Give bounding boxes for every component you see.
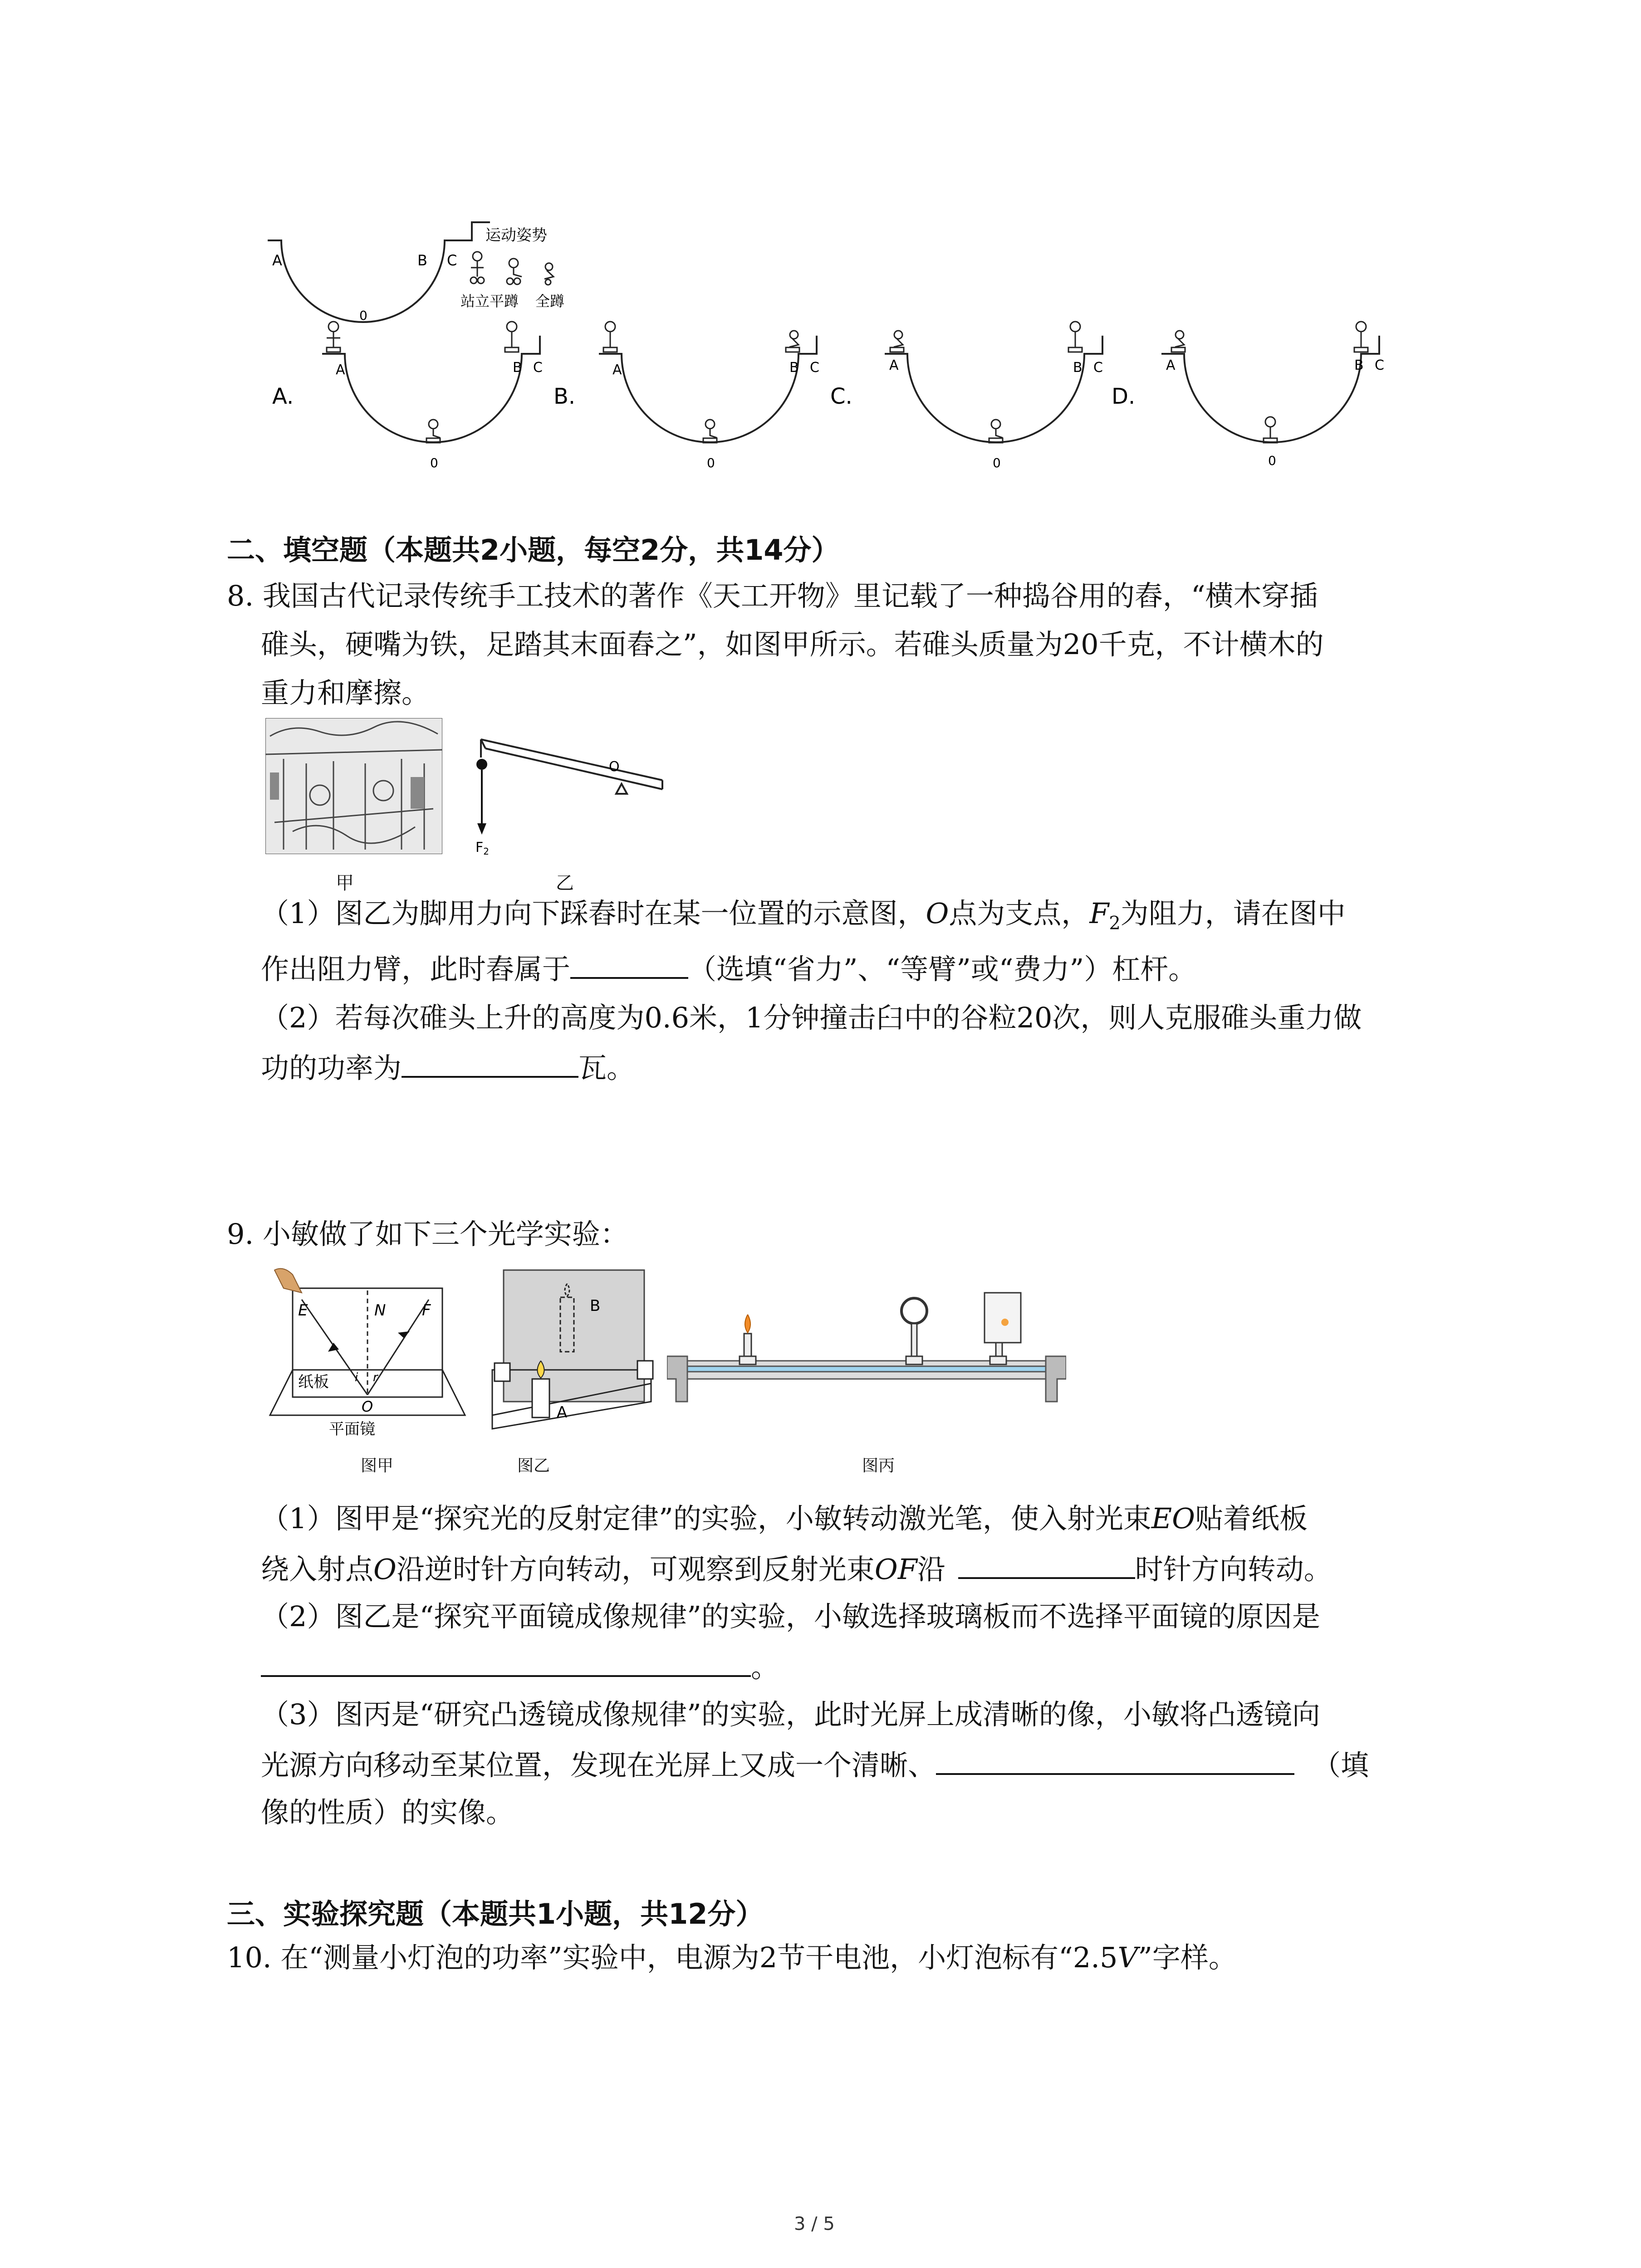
legend-squat: 全蹲 bbox=[535, 293, 565, 310]
q9-blank-3[interactable] bbox=[936, 1750, 1294, 1775]
q9-part1-line1: （1）图甲是“探究光的反射定律”的实验，小敏转动激光笔，使入射光束EO贴着纸板 bbox=[261, 1502, 1308, 1535]
q9-blank-2[interactable] bbox=[261, 1652, 751, 1677]
force-label-f2: $F_2$ bbox=[475, 840, 489, 857]
option-skaters bbox=[327, 322, 1368, 443]
q8-line-2: 碓头，硬嘴为铁，足踏其末面舂之”，如图甲所示。若碓头质量为20千克，不计横木的 bbox=[261, 628, 1324, 661]
q8-blank-2[interactable] bbox=[402, 1052, 578, 1078]
q9-part1-line2: 绕入射点O沿逆时针方向转动，可观察到反射光束OF沿 时针方向转动。 bbox=[261, 1553, 1332, 1586]
q9-part3-line3: 像的性质）的实像。 bbox=[261, 1796, 514, 1829]
option-a-label: A. bbox=[272, 384, 294, 409]
legend-stand: 站立平蹲 bbox=[460, 293, 519, 310]
q8-part2-line1: （2）若每次碓头上升的高度为0.6米，1分钟撞击臼中的谷粒20次，则人克服碓头重力做 bbox=[261, 1001, 1362, 1034]
legend-stick-figures bbox=[470, 252, 554, 285]
q9-part2-line2: 。 bbox=[261, 1652, 779, 1681]
reflect-label-n: N bbox=[374, 1301, 386, 1320]
mirror-label-a: A bbox=[557, 1403, 568, 1422]
q8-blank-1[interactable] bbox=[570, 953, 688, 979]
q8-part1-line1: （1）图乙为脚用力向下踩舂时在某一位置的示意图，O点为支点，$F_2$为阻力，请在图中 bbox=[261, 897, 1346, 934]
caption-fig-yi: 图乙 bbox=[517, 1457, 550, 1475]
reflect-label-board: 纸板 bbox=[298, 1373, 329, 1391]
reflect-label-mirror: 平面镜 bbox=[329, 1420, 375, 1438]
figure-yi-lever bbox=[472, 730, 681, 857]
legend-title: 运动姿势 bbox=[485, 226, 547, 244]
opt-b-pt-o: 0 bbox=[707, 455, 715, 470]
opt-a-pt-b: B bbox=[513, 360, 522, 376]
reflect-label-e: E bbox=[298, 1301, 308, 1320]
figure-optical-bench bbox=[667, 1288, 1066, 1424]
skater-figure bbox=[254, 213, 1434, 485]
opt-b-pt-c: C bbox=[810, 360, 819, 376]
opt-b-pt-b: B bbox=[789, 360, 799, 376]
figure-jia-caption: 甲 bbox=[336, 873, 354, 894]
opt-c-pt-o: 0 bbox=[993, 455, 1001, 470]
caption-fig-jia: 图甲 bbox=[361, 1457, 394, 1475]
q9-blank-1[interactable] bbox=[958, 1554, 1135, 1579]
option-b-label: B. bbox=[554, 384, 576, 409]
reflect-label-i: i bbox=[355, 1371, 358, 1384]
q9-part2-line1: （2）图乙是“探究平面镜成像规律”的实验，小敏选择玻璃板而不选择平面镜的原因是 bbox=[261, 1600, 1320, 1633]
q8-part1-line2: 作出阻力臂，此时舂属于 （选填“省力”、“等臂”或“费力”）杠杆。 bbox=[261, 953, 1197, 986]
figure-yi-caption: 乙 bbox=[556, 873, 574, 894]
q8-part2-line2: 功的功率为 瓦。 bbox=[261, 1051, 635, 1085]
q8-line-3: 重力和摩擦。 bbox=[261, 676, 430, 709]
figure-reflection bbox=[265, 1266, 483, 1447]
section-3-heading: 三、实验探究题（本题共1小题，共12分） bbox=[227, 1897, 764, 1931]
q9-part3-line2: 光源方向移动至某位置，发现在光屏上又成一个清晰、 （填 bbox=[261, 1749, 1369, 1782]
option-d-label: D. bbox=[1112, 384, 1136, 409]
ref-label-b: B bbox=[417, 252, 427, 269]
opt-c-pt-b: B bbox=[1073, 360, 1083, 376]
opt-d-pt-c: C bbox=[1375, 357, 1384, 373]
reflect-label-r: r bbox=[373, 1371, 378, 1384]
pivot-label-o: O bbox=[609, 759, 620, 775]
opt-c-pt-c: C bbox=[1093, 360, 1103, 376]
figure-jia-engraving bbox=[265, 718, 442, 854]
reflect-label-f: F bbox=[422, 1301, 431, 1320]
ref-label-a: A bbox=[272, 252, 282, 269]
opt-d-pt-b: B bbox=[1354, 357, 1364, 373]
q8-line-1: 8. 我国古代记录传统手工技术的著作《天工开物》里记载了一种捣谷用的舂，“横木穿插 bbox=[227, 579, 1318, 612]
opt-d-pt-o: 0 bbox=[1268, 453, 1276, 468]
page-number: 3 / 5 bbox=[794, 2214, 835, 2234]
reflect-label-o: O bbox=[362, 1398, 373, 1415]
ref-label-c: C bbox=[447, 252, 457, 269]
reference-track bbox=[268, 222, 490, 322]
mirror-label-b: B bbox=[590, 1297, 601, 1315]
opt-a-pt-c: C bbox=[533, 360, 543, 376]
q9-part3-line1: （3）图丙是“研究凸透镜成像规律”的实验，此时光屏上成清晰的像，小敏将凸透镜向 bbox=[261, 1698, 1320, 1731]
opt-b-pt-a: A bbox=[612, 362, 622, 378]
caption-fig-bing: 图丙 bbox=[862, 1457, 895, 1475]
option-c-label: C. bbox=[830, 384, 852, 409]
q9-intro: 9. 小敏做了如下三个光学实验： bbox=[227, 1217, 628, 1251]
q10-text: 10. 在“测量小灯泡的功率”实验中，电源为2节干电池，小灯泡标有“2.5V”字样。 bbox=[227, 1941, 1237, 1974]
opt-c-pt-a: A bbox=[889, 357, 899, 373]
figure-plane-mirror bbox=[479, 1266, 665, 1447]
ref-label-o: 0 bbox=[359, 308, 367, 323]
section-2-heading: 二、填空题（本题共2小题，每空2分，共14分） bbox=[227, 533, 840, 567]
opt-d-pt-a: A bbox=[1166, 357, 1176, 373]
opt-a-pt-a: A bbox=[336, 362, 345, 378]
opt-a-pt-o: 0 bbox=[430, 455, 438, 470]
